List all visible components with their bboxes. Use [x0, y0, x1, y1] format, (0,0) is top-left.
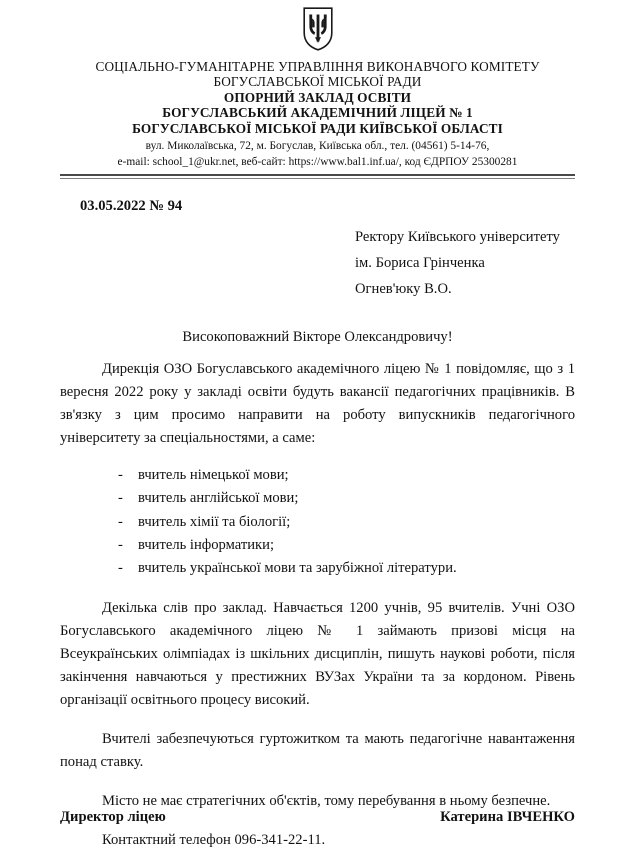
list-dash-marker: - [118, 490, 123, 507]
addressee-block [355, 225, 575, 303]
paragraph-benefits: Вчителі забезпечуються гуртожитком та мають педагогічне навантаження понад ставку. [60, 730, 575, 770]
list-item-label: вчитель інформатики; [138, 537, 274, 554]
list-dash-marker: - [118, 560, 123, 577]
list-item-label: вчитель англійської мови; [138, 490, 299, 507]
paragraph-intro: Дирекція ОЗО Богуславського академічного ліцею № 1 повідомляє, що з 1 вересня 2022 року у закладі освіти будуть вакансії педагогічних працівників. В зв'язку з цим просимо направити на роботу випускників педагогічного університету за спеціальностями, а саме: [60, 360, 575, 446]
list-item-label: вчитель німецької мови; [138, 466, 289, 483]
letterhead-line: ОПОРНИЙ ЗАКЛАД ОСВІТИ [223, 89, 412, 105]
list-item [60, 511, 575, 534]
addressee-line: Огнев'юку В.О. [355, 280, 452, 297]
list-dash-marker: - [118, 513, 123, 530]
letterhead-line: БОГУСЛАВСЬКОЇ МІСЬКОЇ РАДИ [213, 74, 422, 90]
letterhead [60, 59, 575, 136]
paragraph-safety: Місто не має стратегічних об'єктів, тому перебування в ньому безпечне. [102, 793, 551, 810]
email-website-line: e-mail: school_1@ukr.net, веб-сайт: https://www.bal1.inf.ua/, код ЄДРПОУ 25300281 [117, 155, 518, 168]
letterhead-line: СОЦІАЛЬНО-ГУМАНІТАРНЕ УПРАВЛІННЯ ВИКОНАВЧОГО КОМІТЕТУ [95, 59, 540, 74]
list-item [60, 487, 575, 510]
letterhead-divider [60, 174, 575, 179]
paragraph-about-school: Декілька слів про заклад. Навчається 1200 учнів, 95 вчителів. Учні ОЗО Богуславського академічного ліцею № 1 займають призові місця на Всеукраїнських олімпіадах із шкільних дисциплін, пишуть наукові роботи, після закінчення навчаються у престижних ВУЗах України та за кордоном. Рівень організації освітнього процесу високий. [60, 599, 575, 708]
addressee-line: Ректору Київського університету [355, 228, 560, 245]
paragraph-contact-phone: Контактний телефон 096-341-22-11. [102, 832, 326, 849]
list-item [60, 557, 575, 580]
letterhead-contacts [60, 139, 575, 170]
vacancy-list [60, 464, 575, 581]
signatory-name: Катерина ІВЧЕНКО [440, 809, 575, 825]
signatory-position: Директор ліцею [60, 809, 166, 825]
ukraine-coat-of-arms-tryzub-icon [303, 7, 333, 51]
list-item [60, 534, 575, 557]
letterhead-line: БОГУСЛАВСЬКИЙ АКАДЕМІЧНИЙ ЛІЦЕЙ № 1 [162, 105, 473, 121]
list-item-label: вчитель української мови та зарубіжної літератури. [138, 560, 457, 577]
letterhead-line: БОГУСЛАВСЬКОЇ МІСЬКОЇ РАДИ КИЇВСЬКОЇ ОБЛАСТІ [132, 120, 503, 136]
salutation: Високоповажний Вікторе Олександровичу! [182, 328, 453, 345]
list-dash-marker: - [118, 466, 123, 483]
postal-address-line: вул. Миколаївська, 72, м. Богуслав, Київська обл., тел. (04561) 5-14-76, [145, 140, 490, 153]
letter-body [60, 358, 575, 852]
list-dash-marker: - [118, 537, 123, 554]
list-item-label: вчитель хімії та біології; [138, 513, 291, 530]
document-reference: 03.05.2022 № 94 [80, 197, 183, 214]
coat-of-arms-container [60, 0, 575, 59]
list-item [60, 464, 575, 487]
signature-block [60, 809, 575, 826]
addressee-line: ім. Бориса Грінченка [355, 254, 485, 271]
